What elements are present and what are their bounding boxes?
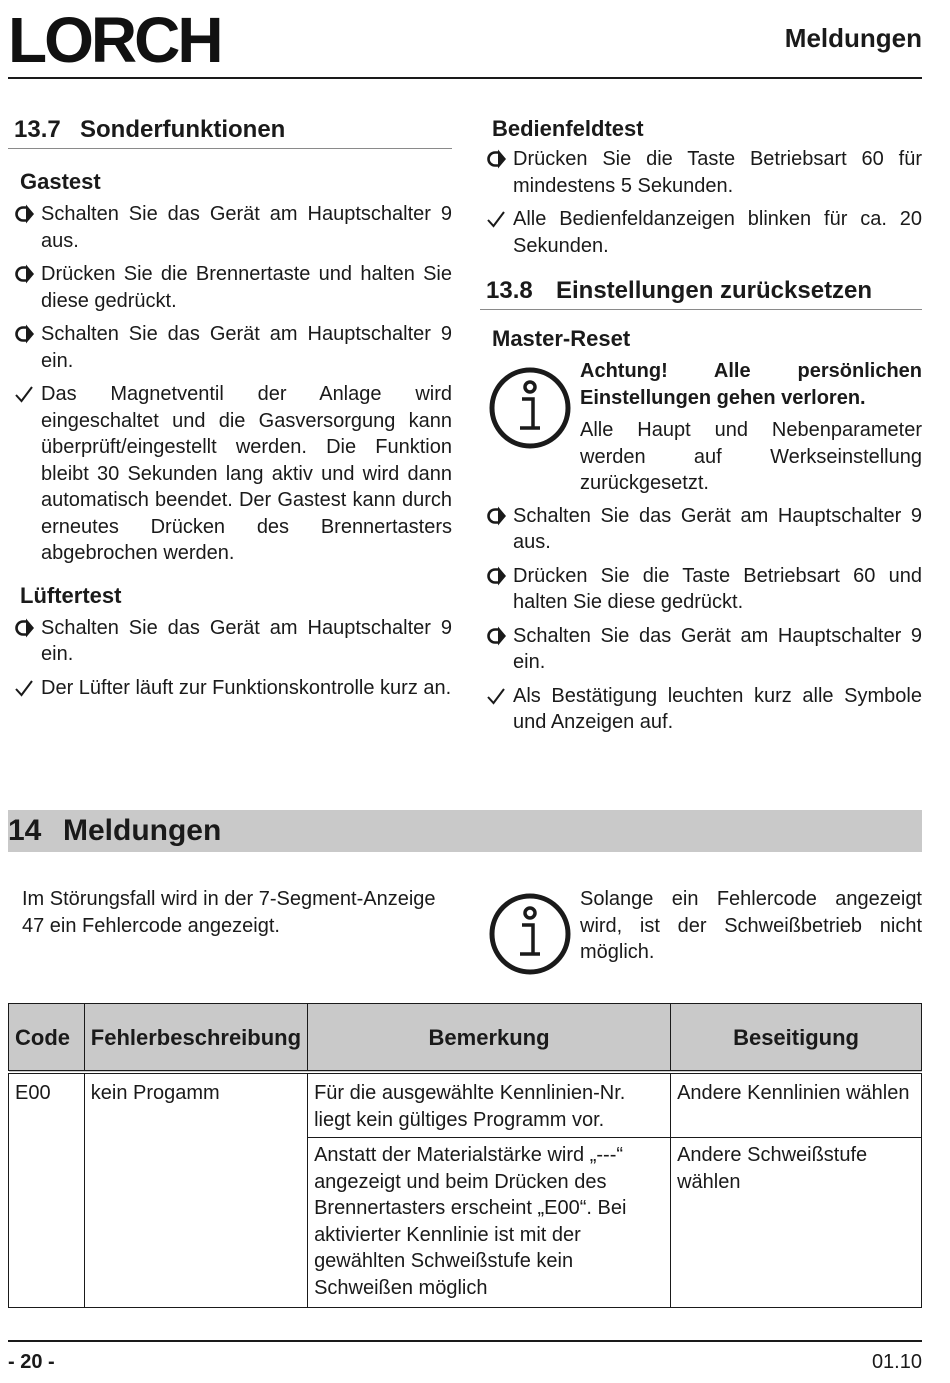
cell-remark: Für die ausgewählte Kennlinien-Nr. liegt kein gültiges Programm vor. xyxy=(308,1072,671,1138)
cell-code: E00 xyxy=(9,1072,85,1308)
right-column xyxy=(480,112,922,743)
bedienfeldtest-list xyxy=(480,146,922,259)
result-item xyxy=(8,675,452,702)
table-header-row xyxy=(9,1004,922,1073)
error-info-note xyxy=(480,886,922,976)
cell-remark: Anstatt der Materialstärke wird „---“ angezeigt und beim Drücken des Brennertasters erscheint „E00“. Bei aktivierter Kennlinie ist mit der gewählten Schweißstufe kein Schweißen möglich xyxy=(308,1138,671,1308)
section-number: 13.8 xyxy=(486,277,533,304)
chapter-number: 14 xyxy=(8,814,42,847)
result-item xyxy=(480,206,922,259)
step-text: Schalten Sie das Gerät am Hauptschalter 9 aus. xyxy=(41,203,452,252)
step-text: Der Lüfter läuft zur Funktionskontrolle kurz an. xyxy=(41,676,452,699)
section-number: 13.7 xyxy=(14,116,61,143)
arrow-step-icon xyxy=(486,563,510,589)
instruction-step xyxy=(480,503,922,556)
instruction-step xyxy=(8,201,452,254)
left-column xyxy=(8,112,452,708)
footer-divider xyxy=(8,1340,922,1342)
step-text: Schalten Sie das Gerät am Hauptschalter 9 ein. xyxy=(41,323,452,372)
step-text: Drücken Sie die Brennertaste und halten Sie diese gedrückt. xyxy=(41,263,452,312)
chapter-title: Meldungen xyxy=(63,814,222,847)
info-note-text: Solange ein Fehlercode angezeigt wird, ist der Schweißbetrieb nicht möglich. xyxy=(580,888,922,963)
lorch-logo: LORCH xyxy=(8,4,221,76)
instruction-step xyxy=(8,615,452,668)
luftertest-heading: Lüftertest xyxy=(20,582,122,608)
instruction-step xyxy=(8,261,452,314)
cell-fix: Andere Schweißstufe wählen xyxy=(671,1138,922,1308)
master-reset-warning xyxy=(480,358,922,497)
header-fix: Beseitigung xyxy=(671,1004,922,1073)
edition-date: 01.10 xyxy=(871,1351,922,1373)
header-code: Code xyxy=(9,1004,85,1073)
checkmark-icon xyxy=(486,206,510,232)
instruction-step xyxy=(480,146,922,199)
arrow-step-icon xyxy=(486,623,510,649)
header-description: Fehlerbeschreibung xyxy=(84,1004,307,1073)
error-code-table xyxy=(8,1003,922,1308)
header-remark: Bemerkung xyxy=(308,1004,671,1073)
page-number: - 20 - xyxy=(8,1351,55,1373)
section-title: Sonderfunktionen xyxy=(80,116,286,143)
step-text: Schalten Sie das Gerät am Hauptschalter 9 ein. xyxy=(513,624,922,673)
instruction-step xyxy=(8,321,452,374)
result-item xyxy=(8,381,452,567)
step-text: Das Magnetventil der Anlage wird eingeschaltet und die Gasversorgung kann überprüft/eingestellt werden. Die Funktion bleibt 30 Sekunden lang aktiv und wird dann automatisch beendet. Der Gastest kann durch erneutes Drücken des Brennertasters abgebrochen werden. xyxy=(41,383,452,564)
section-13-7-heading xyxy=(8,112,452,149)
step-text: Alle Bedienfeldanzeigen blinken für ca. 20 Sekunden. xyxy=(513,208,922,257)
warning-bold-text: Achtung! Alle persönlichen Einstellungen gehen verloren. xyxy=(580,360,922,409)
checkmark-icon xyxy=(14,381,38,407)
chapter-14-heading xyxy=(8,810,221,852)
arrow-step-icon xyxy=(14,201,38,227)
result-item xyxy=(480,683,922,736)
master-reset-heading: Master-Reset xyxy=(492,326,631,351)
table-row xyxy=(9,1072,922,1138)
arrow-step-icon xyxy=(14,321,38,347)
section-13-8-heading xyxy=(480,273,922,310)
instruction-step xyxy=(480,563,922,616)
step-text: Drücken Sie die Taste Betriebsart 60 für mindestens 5 Sekunden. xyxy=(513,148,922,197)
instruction-step xyxy=(480,623,922,676)
header-divider xyxy=(8,77,922,79)
gastest-list xyxy=(8,201,452,567)
luftertest-list xyxy=(8,615,452,702)
arrow-step-icon xyxy=(14,615,38,641)
gastest-heading: Gastest xyxy=(20,169,101,194)
cell-fix: Andere Kennlinien wählen xyxy=(671,1072,922,1138)
bedienfeldtest-heading: Bedienfeldtest xyxy=(492,116,644,141)
info-icon xyxy=(480,886,580,976)
section-title: Einstellungen zurücksetzen xyxy=(556,277,873,304)
cell-description: kein Progamm xyxy=(84,1072,307,1308)
master-reset-list xyxy=(480,503,922,736)
checkmark-icon xyxy=(486,683,510,709)
step-text: Schalten Sie das Gerät am Hauptschalter 9 ein. xyxy=(41,616,452,665)
header-chapter-title: Meldungen xyxy=(784,23,922,53)
step-text: Schalten Sie das Gerät am Hauptschalter 9 aus. xyxy=(513,504,922,553)
arrow-step-icon xyxy=(14,261,38,287)
info-icon xyxy=(480,358,580,497)
step-text: Als Bestätigung leuchten kurz alle Symbole und Anzeigen auf. xyxy=(513,684,922,733)
arrow-step-icon xyxy=(486,146,510,172)
warning-body-text: Alle Haupt und Nebenparameter werden auf Werkseinstellung zurückgesetzt. xyxy=(580,419,922,494)
chapter-intro-text: Im Störungsfall wird in der 7-Segment-Anzeige 47 ein Fehlercode angezeigt. xyxy=(22,888,436,937)
step-text: Drücken Sie die Taste Betriebsart 60 und halten Sie diese gedrückt. xyxy=(513,564,922,613)
checkmark-icon xyxy=(14,675,38,701)
arrow-step-icon xyxy=(486,503,510,529)
